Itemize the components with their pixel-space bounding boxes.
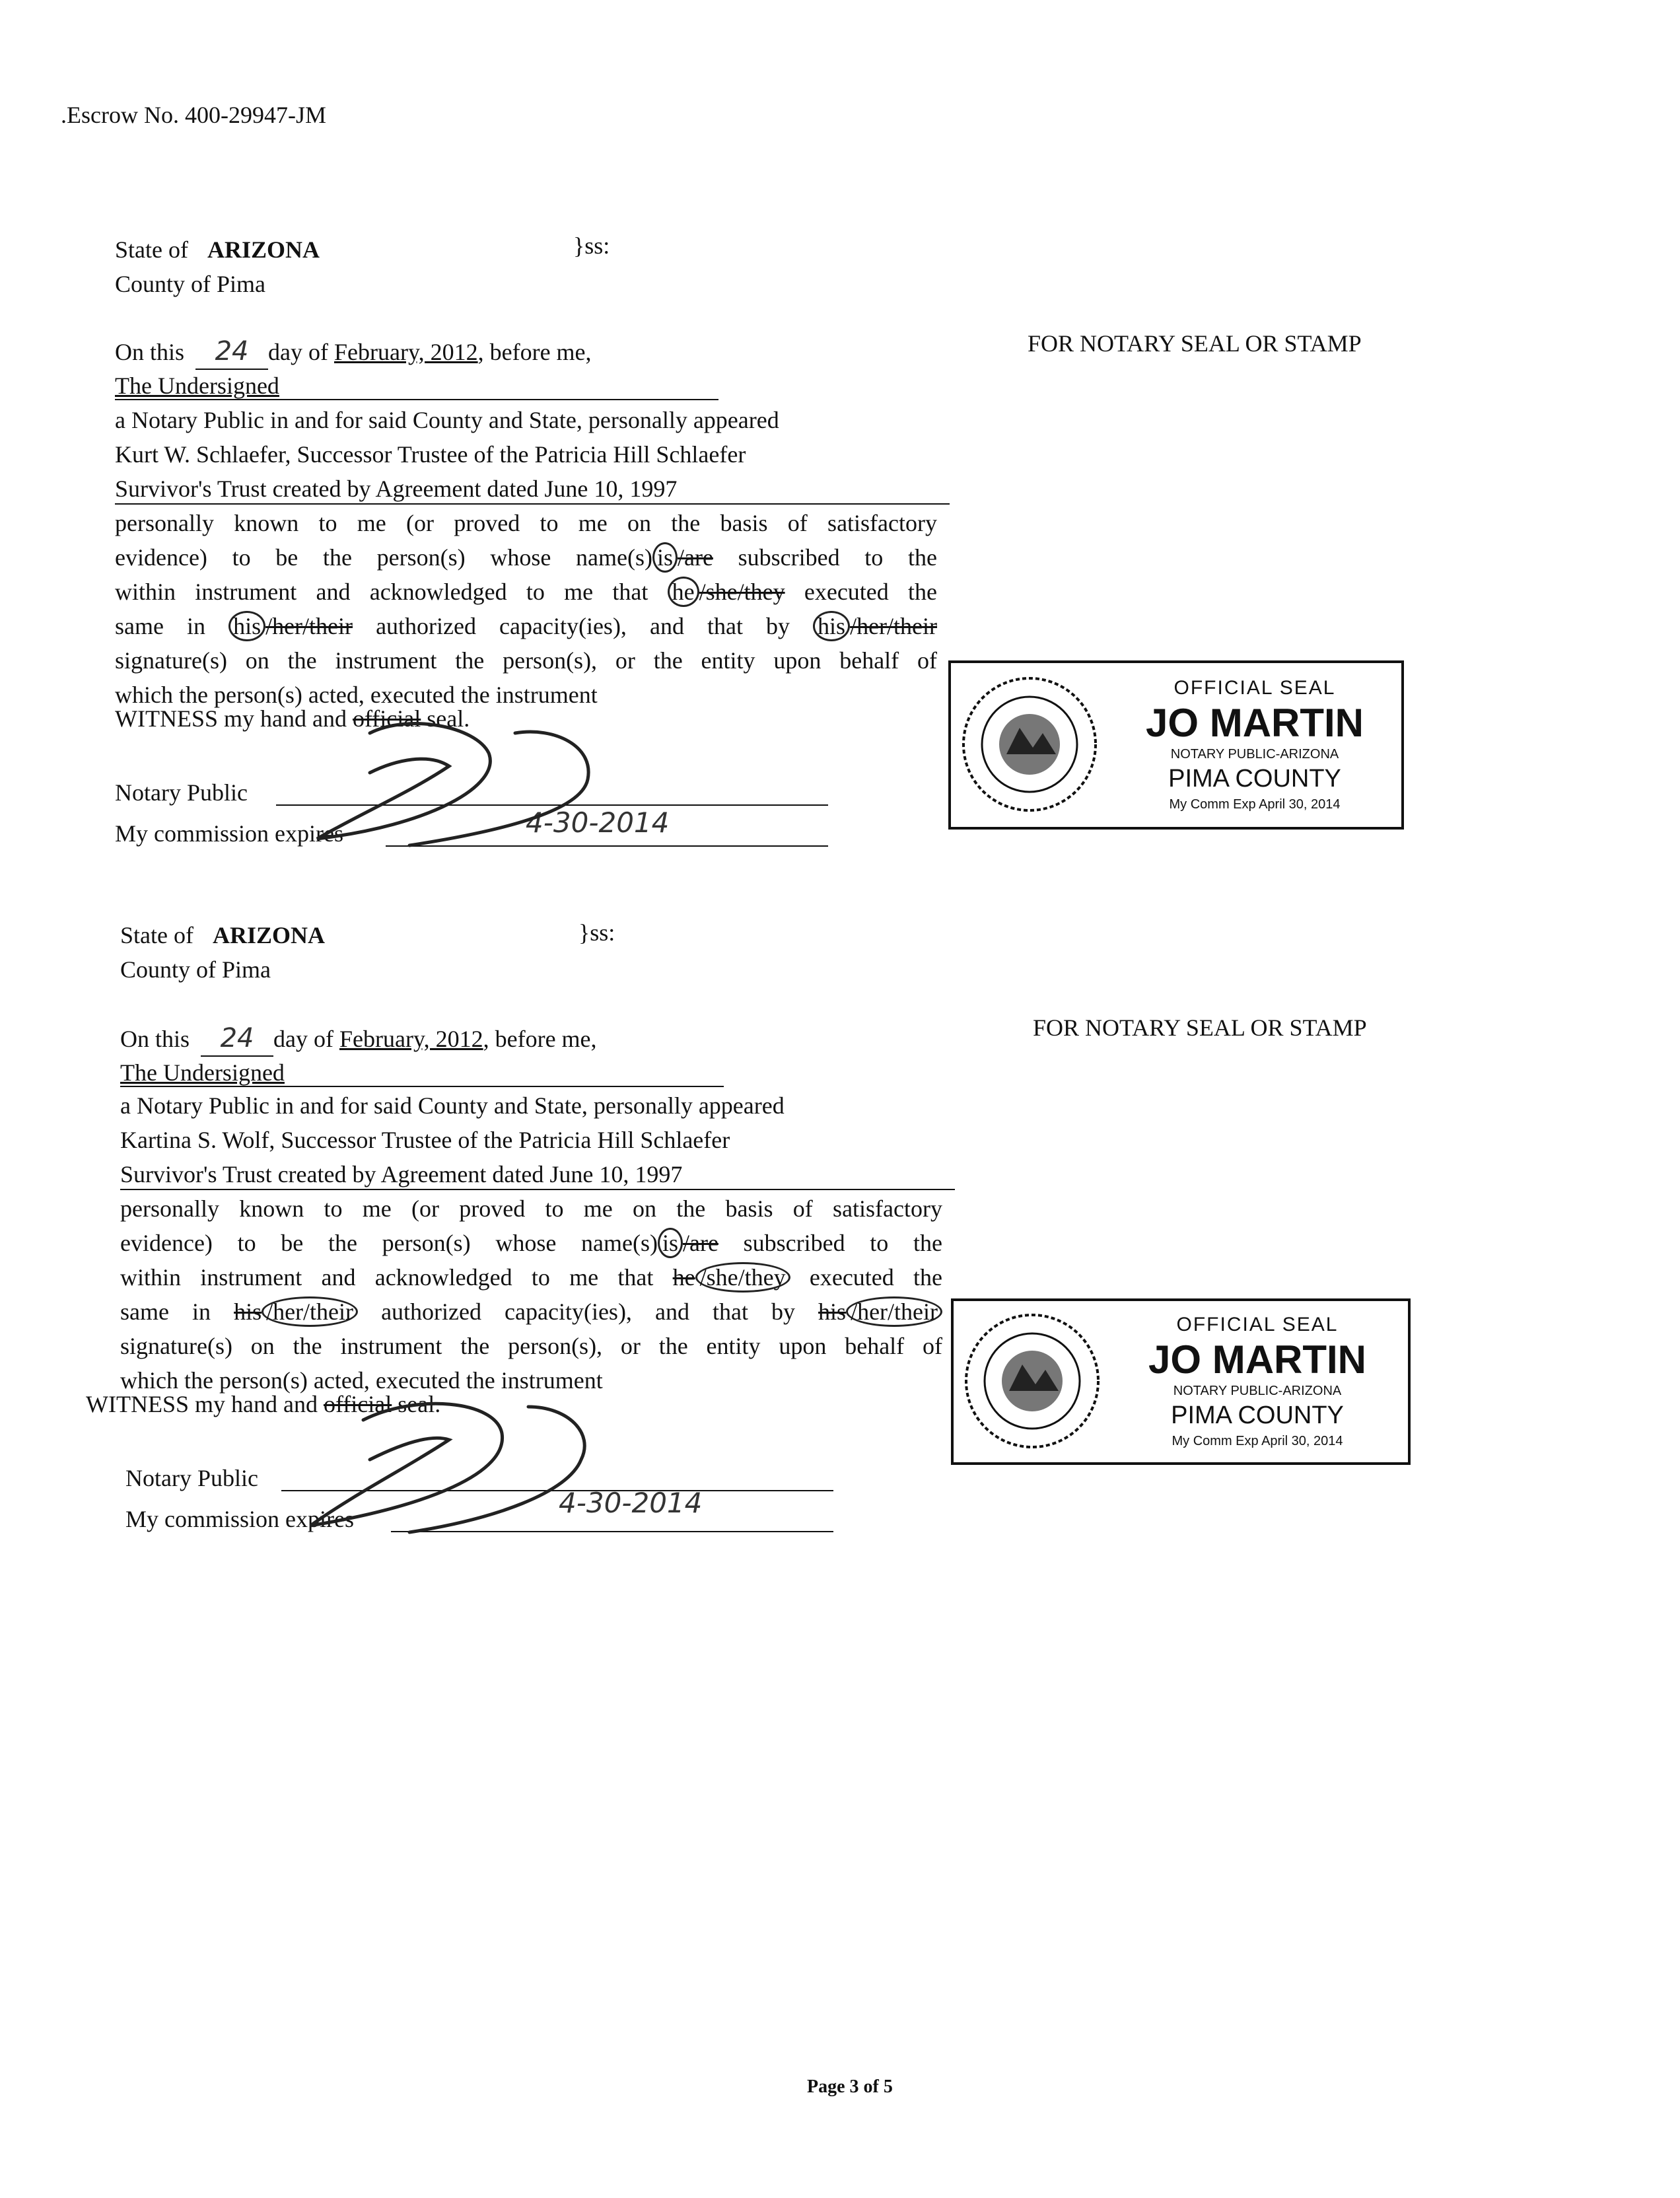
seal-line-2: JO MARTIN xyxy=(1148,1337,1366,1382)
stamp-label: FOR NOTARY SEAL OR STAMP xyxy=(1028,330,1362,357)
commission-label: My commission expires xyxy=(115,820,343,847)
acknowledgment-paragraph xyxy=(120,1191,942,1398)
state-value: ARIZONA xyxy=(212,922,325,948)
date-value: February, 2012 xyxy=(333,339,478,365)
state-seal-icon xyxy=(960,675,1099,814)
state-label: State of xyxy=(115,236,188,263)
day-of-label: day of xyxy=(273,1026,333,1052)
date-value: February, 2012 xyxy=(339,1026,483,1052)
name-line-1: Kartina S. Wolf, Successor Trustee of the Patricia Hill Schlaefer xyxy=(120,1127,730,1153)
struck-he: he xyxy=(672,1264,695,1291)
seal-line-1: OFFICIAL SEAL xyxy=(1173,677,1336,699)
struck-her-their: /her/their xyxy=(265,613,353,639)
county-line: County of Pima xyxy=(120,956,271,983)
paragraph-line: evidence) to be the person(s) whose name(s) is /are subscribed to the xyxy=(115,540,937,575)
struck-she-they: /she/they xyxy=(699,579,785,605)
paragraph-line: personally known to me (or proved to me on the basis of satisfactory xyxy=(120,1195,942,1222)
seal-line-1: OFFICIAL SEAL xyxy=(1176,1314,1339,1335)
struck-his: his xyxy=(234,1298,262,1325)
seal-line-3: NOTARY PUBLIC-ARIZONA xyxy=(1170,747,1339,762)
before-me-label: , before me, xyxy=(483,1026,597,1052)
struck-are: /are xyxy=(682,1230,718,1256)
paragraph-line: personally known to me (or proved to me on the basis of satisfactory xyxy=(115,510,937,536)
undersigned: The Undersigned xyxy=(115,372,279,399)
circled-is: is xyxy=(658,1228,683,1258)
undersigned-rule xyxy=(120,1086,724,1087)
acknowledgment-paragraph xyxy=(115,506,937,712)
paragraph-line: same in his /her/their authorized capacity(ies), and that by his /her/their xyxy=(120,1294,942,1329)
state-line xyxy=(115,232,320,267)
expires-handwritten: 4-30-2014 xyxy=(526,806,670,839)
undersigned: The Undersigned xyxy=(120,1059,285,1086)
name-line-2: Survivor's Trust created by Agreement dated June 10, 1997 xyxy=(120,1161,683,1188)
paragraph-line: same in his /her/their authorized capacity(ies), and that by his /her/their xyxy=(115,609,937,643)
ss-mark: }ss: xyxy=(573,232,610,259)
escrow-number: .Escrow No. 400-29947-JM xyxy=(61,102,326,128)
notary-public-label: Notary Public xyxy=(125,1465,258,1491)
circled-his: his xyxy=(228,611,265,641)
struck-her-their: /her/their xyxy=(850,613,938,639)
paragraph-line: which the person(s) acted, executed the instrument xyxy=(115,682,598,708)
name-line-2: Survivor's Trust created by Agreement dated June 10, 1997 xyxy=(115,476,678,502)
seal-line-5: My Comm Exp April 30, 2014 xyxy=(1172,1434,1343,1448)
circled-her: /her/their xyxy=(262,1296,358,1327)
struck-official: official xyxy=(352,705,421,732)
notary-signature xyxy=(277,713,621,859)
notary-seal-stamp xyxy=(948,660,1404,830)
stamp-label: FOR NOTARY SEAL OR STAMP xyxy=(1033,1014,1367,1041)
appeared-line: a Notary Public in and for said County and State, personally appeared xyxy=(115,407,779,433)
notary-seal-stamp xyxy=(951,1298,1411,1465)
county-line: County of Pima xyxy=(115,271,266,297)
circled-his: his xyxy=(813,611,850,641)
notary-public-label: Notary Public xyxy=(115,779,248,806)
struck-official: official xyxy=(323,1391,392,1417)
before-me-label: , before me, xyxy=(477,339,592,365)
expires-handwritten: 4-30-2014 xyxy=(559,1487,703,1519)
circled-he: he xyxy=(668,577,699,607)
struck-his: his xyxy=(818,1298,847,1325)
day-handwritten: 24 xyxy=(201,1021,273,1057)
state-seal-icon xyxy=(963,1312,1102,1450)
paragraph-line: evidence) to be the person(s) whose name(s) is /are subscribed to the xyxy=(120,1226,942,1260)
state-line xyxy=(120,918,325,952)
paragraph-line: which the person(s) acted, executed the instrument xyxy=(120,1367,603,1394)
seal-line-3: NOTARY PUBLIC-ARIZONA xyxy=(1173,1384,1342,1398)
day-handwritten: 24 xyxy=(195,334,268,370)
seal-line-4: PIMA COUNTY xyxy=(1171,1401,1344,1429)
name-line-1: Kurt W. Schlaefer, Successor Trustee of the Patricia Hill Schlaefer xyxy=(115,441,746,468)
name-rule xyxy=(120,1189,955,1190)
day-of-label: day of xyxy=(268,339,328,365)
paragraph-line: signature(s) on the instrument the person(s), or the entity upon behalf of xyxy=(120,1333,942,1359)
witness-line: WITNESS my hand and official seal. xyxy=(86,1391,441,1417)
paragraph-line: signature(s) on the instrument the person(s), or the entity upon behalf of xyxy=(115,647,937,674)
seal-line-4: PIMA COUNTY xyxy=(1168,765,1341,793)
paragraph-line: within instrument and acknowledged to me that he /she/they executed the xyxy=(115,575,937,609)
paragraph-line: within instrument and acknowledged to me that he /she/they executed the xyxy=(120,1260,942,1294)
notary-signature xyxy=(284,1394,627,1539)
ss-mark: }ss: xyxy=(578,919,615,946)
on-this-label: On this xyxy=(115,339,185,365)
state-label: State of xyxy=(120,922,193,948)
name-rule xyxy=(115,503,950,505)
on-this-line xyxy=(115,334,592,370)
state-value: ARIZONA xyxy=(207,236,320,263)
appeared-line: a Notary Public in and for said County and State, personally appeared xyxy=(120,1092,785,1119)
circled-she: /she/they xyxy=(695,1262,790,1293)
commission-label: My commission expires xyxy=(125,1506,354,1532)
seal-line-5: My Comm Exp April 30, 2014 xyxy=(1169,797,1341,812)
undersigned-rule xyxy=(115,399,718,400)
witness-line: WITNESS my hand and official seal. xyxy=(115,705,470,732)
on-this-line xyxy=(120,1021,597,1057)
circled-is: is xyxy=(652,542,678,573)
seal-line-2: JO MARTIN xyxy=(1146,701,1364,745)
page-number: Page 3 of 5 xyxy=(807,2076,893,2097)
circled-her: /her/their xyxy=(846,1296,942,1327)
struck-are: /are xyxy=(677,544,713,571)
on-this-label: On this xyxy=(120,1026,190,1052)
